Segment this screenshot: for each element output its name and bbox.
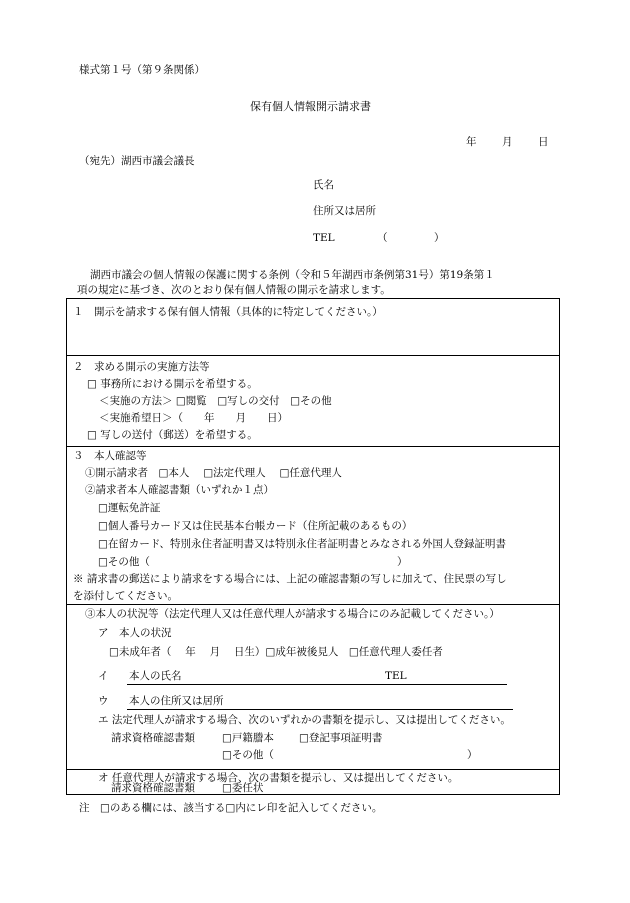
e-other-option[interactable]: □その他（ [222, 749, 274, 761]
status-i-label: イ [98, 670, 109, 682]
addressee: （宛先）湖西市議会議長 [79, 155, 195, 167]
request-form-table [66, 298, 560, 795]
requester-tel-label: TEL [313, 232, 335, 244]
status-u-label: ウ [98, 695, 109, 707]
e-koseki-option[interactable]: □戸籍謄本 [222, 732, 274, 744]
preferred-date: ＜実施希望日＞（ 年 月 日） [99, 412, 288, 424]
mail-note-line-2: を添付してください。 [73, 590, 178, 602]
date-year-label: 年 [466, 136, 477, 148]
divider-note [67, 604, 559, 605]
intro-line-2: 項の規定に基づき、次のとおり保有個人情報の開示を請求します。 [77, 284, 391, 296]
method-options[interactable]: ＜実施の方法＞ □閲覧 □写しの交付 □その他 [99, 395, 332, 407]
section2-title: ２ 求める開示の実施方法等 [73, 361, 210, 373]
e-touki-option[interactable]: □登記事項証明書 [299, 732, 383, 744]
date-day-label: 日 [538, 136, 549, 148]
divider-section3-3 [67, 769, 559, 770]
o-ininjo-option[interactable]: □委任状 [222, 782, 264, 794]
doc-other[interactable]: □その他（ [98, 556, 150, 568]
requester-type-options[interactable]: ①開示請求者 □本人 □法定代理人 □任意代理人 [85, 467, 342, 479]
e-doc-label: 請求資格確認書類 [111, 732, 195, 744]
doc-mynumber-card[interactable]: □個人番号カード又は住民基本台帳カード（住所記載のあるもの） [98, 520, 413, 532]
form-number: 様式第１号（第９条関係） [79, 64, 205, 76]
office-disclosure-option[interactable]: □ 事務所における開示を希望する。 [87, 378, 258, 390]
e-other-close: ） [467, 749, 478, 761]
tel-paren-open: （ [377, 232, 388, 244]
doc-residence-card[interactable]: □在留カード、特別永住者証明書又は特別永住者証明書とみなされる外国人登録証明書 [98, 538, 506, 550]
person-address-field[interactable]: 本人の住所又は居所 [129, 695, 224, 707]
id-docs-title: ②請求者本人確認書類（いずれか１点） [85, 484, 274, 496]
section1-title: １ 開示を請求する保有個人情報（具体的に特定してください。） [73, 306, 383, 318]
doc-other-close: ） [397, 556, 408, 568]
person-address-underline [127, 709, 513, 710]
status-a-title: ア 本人の状況 [98, 627, 172, 639]
page-title: 保有個人情報開示請求書 [250, 100, 371, 113]
mail-copy-option[interactable]: □ 写しの送付（郵送）を希望する。 [87, 429, 258, 441]
o-doc-label: 請求資格確認書類 [111, 782, 195, 794]
divider-section2 [67, 446, 559, 447]
intro-line-1: 湖西市議会の個人情報の保護に関する条例（令和５年湖西市条例第31号）第19条第１ [90, 269, 495, 281]
section3-title: ３ 本人確認等 [73, 450, 147, 462]
mail-note-line-1: ※ 請求書の郵送により請求をする場合には、上記の確認書類の写しに加えて、住民票の写し [73, 573, 507, 585]
date-month-label: 月 [502, 136, 513, 148]
requester-address-label: 住所又は居所 [313, 205, 376, 217]
status-a-options[interactable]: □未成年者（ 年 月 日生）□成年被後見人 □任意代理人委任者 [109, 646, 443, 658]
person-name-underline [127, 684, 507, 685]
status-o-title: オ 任意代理人が請求する場合、次の書類を提示し、又は提出してください。 [98, 772, 459, 784]
footer-note: 注 □のある欄には、該当する□内にレ印を記入してください。 [79, 802, 383, 814]
person-name-field[interactable]: 本人の氏名 [129, 670, 182, 682]
doc-drivers-license[interactable]: □運転免許証 [98, 502, 161, 514]
person-status-title: ③本人の状況等（法定代理人又は任意代理人が請求する場合にのみ記載してください。） [85, 608, 500, 620]
status-e-title: エ 法定代理人が請求する場合、次のいずれかの書類を提示し、又は提出してください。 [98, 714, 511, 726]
person-tel-field[interactable]: TEL [385, 670, 407, 682]
divider-section1 [67, 355, 559, 356]
requester-name-label: 氏名 [313, 179, 334, 191]
tel-paren-close: ） [434, 232, 445, 244]
